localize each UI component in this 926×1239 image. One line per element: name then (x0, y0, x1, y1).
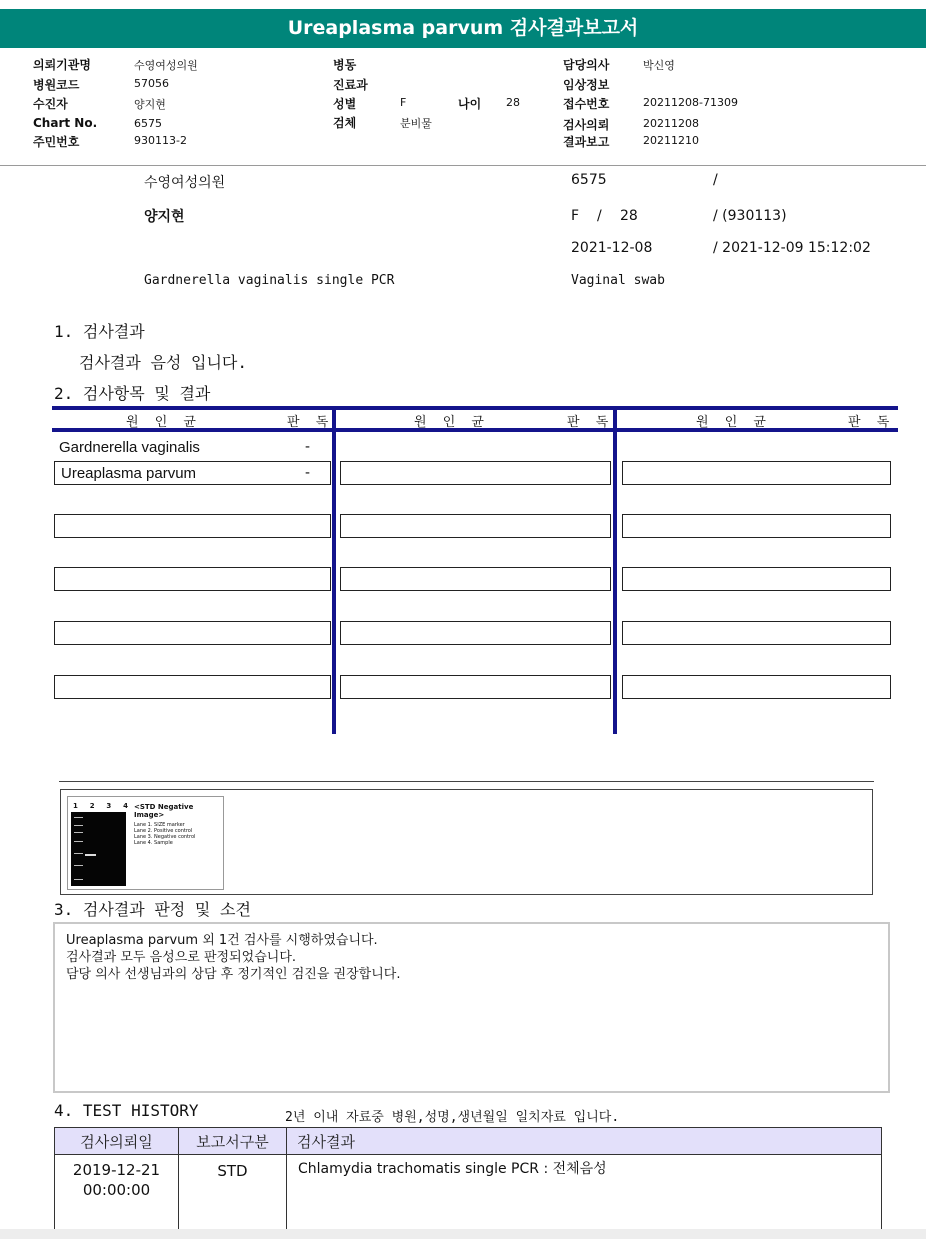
section-4-title: 4. TEST HISTORY (54, 1101, 199, 1120)
gel-lane-number: 2 (89, 802, 95, 810)
result-value-1: - (305, 438, 310, 455)
col-header-organism-1: 원 인 균 (126, 415, 202, 430)
history-time: 00:00:00 (82, 1181, 151, 1199)
header-label-receipt-no: 접수번호 (563, 97, 610, 111)
history-type: STD (179, 1155, 287, 1234)
header-value-chart: 6575 (134, 117, 162, 130)
gel-band (74, 832, 83, 833)
gel-title: <STD Negative Image> (134, 803, 194, 819)
gel-band (74, 853, 83, 854)
opinion-line: 검사결과 모두 음성으로 판정되었습니다. (66, 950, 297, 965)
history-date: 2019-12-21 (72, 1161, 161, 1179)
history-header-result: 검사결과 (287, 1128, 882, 1155)
header-label-clinic: 의뢰기관명 (33, 58, 91, 72)
result-value-2: - (305, 464, 310, 481)
result-cell (340, 675, 611, 699)
gel-legend-item: Lane 1. SIZE marker (134, 822, 185, 828)
gel-legend-item: Lane 4. Sample (134, 840, 173, 846)
gel-band (74, 825, 83, 826)
header-value-doctor: 박신영 (643, 59, 675, 72)
gel-lane-number: 1 (73, 802, 78, 810)
header-label-chart: Chart No. (33, 116, 98, 130)
table-divider-1 (332, 406, 336, 734)
section-2-title: 2. 검사항목 및 결과 (54, 384, 211, 403)
gel-legend-item: Lane 3. Negative control (134, 834, 196, 840)
gel-legend-item: Lane 2. Positive control (134, 828, 193, 834)
gel-lane-number: 3 (106, 802, 112, 810)
result-cell (340, 514, 611, 538)
opinion-line: Ureaplasma parvum 외 1건 검사를 시행하였습니다. (66, 933, 378, 948)
history-date-cell (55, 1155, 179, 1234)
col-header-judgment-2: 판 독 (567, 415, 615, 430)
header-label-report-date: 결과보고 (563, 135, 610, 149)
history-table (54, 1127, 882, 1234)
header-label-age: 나이 (458, 97, 482, 111)
table-row (55, 1155, 882, 1234)
gel-band (74, 817, 83, 818)
patient-receipt-date: 2021-12-08 (571, 240, 653, 256)
header-value-sex: F (400, 96, 407, 109)
section-3-title: 3. 검사결과 판정 및 소견 (54, 900, 251, 919)
result-cell (54, 675, 331, 699)
col-header-judgment-3: 판 독 (848, 415, 896, 430)
header-label-sex: 성별 (333, 97, 357, 111)
result-name-2: Ureaplasma parvum (61, 465, 197, 482)
report-title: Ureaplasma parvum 검사결과보고서 (0, 9, 926, 48)
header-label-patient: 수진자 (33, 97, 68, 111)
patient-slash: / (713, 172, 718, 188)
gel-lane-numbers (73, 802, 128, 810)
result-cell (622, 675, 891, 699)
header-value-clinic: 수영여성의원 (134, 59, 198, 72)
history-header-type: 보고서구분 (179, 1128, 287, 1155)
result-cell (622, 567, 891, 591)
history-note: 2년 이내 자료중 병원,성명,생년월일 일치자료 입니다. (285, 1110, 620, 1125)
header-value-hospital-code: 57056 (134, 77, 169, 90)
patient-specimen: Vaginal swab (571, 273, 665, 288)
result-cell (622, 461, 891, 485)
result-cell (54, 621, 331, 645)
header-label-specimen: 검체 (333, 116, 357, 130)
patient-sex-age-slash: / (597, 208, 602, 224)
header-label-resident-no: 주민번호 (33, 135, 80, 149)
gel-legend (134, 822, 195, 846)
header-value-receipt-no: 20211208-71309 (643, 96, 738, 109)
result-cell (340, 567, 611, 591)
result-name-1: Gardnerella vaginalis (59, 439, 200, 456)
header-value-report-date: 20211210 (643, 134, 699, 147)
col-header-organism-3: 원 인 균 (696, 415, 772, 430)
section-1-title: 1. 검사결과 (54, 322, 145, 341)
header-value-resident-no: 930113-2 (134, 134, 187, 147)
patient-age: 28 (620, 208, 638, 224)
header-label-doctor: 담당의사 (563, 58, 610, 72)
gel-band (74, 879, 83, 880)
col-header-organism-2: 원 인 균 (414, 415, 490, 430)
gel-band-positive (85, 854, 96, 856)
header-value-request-date: 20211208 (643, 117, 699, 130)
header-label-request-date: 검사의뢰 (563, 118, 610, 132)
history-header-row (55, 1128, 882, 1155)
header-label-ward: 병동 (333, 58, 357, 72)
opinion-box (53, 922, 890, 1093)
patient-clinic: 수영여성의원 (144, 175, 226, 191)
patient-name: 양지현 (144, 209, 185, 225)
header-value-specimen: 분비물 (400, 117, 432, 130)
result-cell (340, 621, 611, 645)
result-cell (340, 461, 611, 485)
gel-panel-rule (59, 781, 874, 782)
gel-lane-number: 4 (123, 802, 128, 810)
header-value-age: 28 (506, 96, 520, 109)
section-1-result: 검사결과 음성 입니다. (79, 353, 248, 372)
patient-report-datetime: / 2021-12-09 15:12:02 (713, 240, 871, 256)
header-label-department: 진료과 (333, 78, 368, 92)
header-value-patient: 양지현 (134, 98, 166, 111)
result-cell (54, 514, 331, 538)
patient-birth: / (930113) (713, 208, 787, 224)
result-cell (54, 567, 331, 591)
history-result: Chlamydia trachomatis single PCR : 전체음성 (287, 1155, 882, 1234)
opinion-line: 담당 의사 선생님과의 상담 후 정기적인 검진을 권장합니다. (66, 967, 401, 982)
result-cell (622, 514, 891, 538)
header-label-hospital-code: 병원코드 (33, 78, 80, 92)
bottom-bar (0, 1229, 926, 1239)
patient-sex: F (571, 208, 580, 224)
gel-image (67, 796, 224, 890)
patient-chart: 6575 (571, 172, 607, 188)
header-label-clinical-info: 임상정보 (563, 78, 610, 92)
table-top-rule (52, 406, 898, 410)
gel-band (74, 841, 83, 842)
patient-test-name: Gardnerella vaginalis single PCR (144, 273, 395, 288)
header-divider (0, 165, 926, 166)
history-header-date: 검사의뢰일 (55, 1128, 179, 1155)
opinion-text (66, 932, 400, 983)
gel-photo (71, 812, 126, 886)
table-divider-2 (613, 406, 617, 734)
gel-band (74, 865, 83, 866)
col-header-judgment-1: 판 독 (287, 415, 335, 430)
result-cell (622, 621, 891, 645)
